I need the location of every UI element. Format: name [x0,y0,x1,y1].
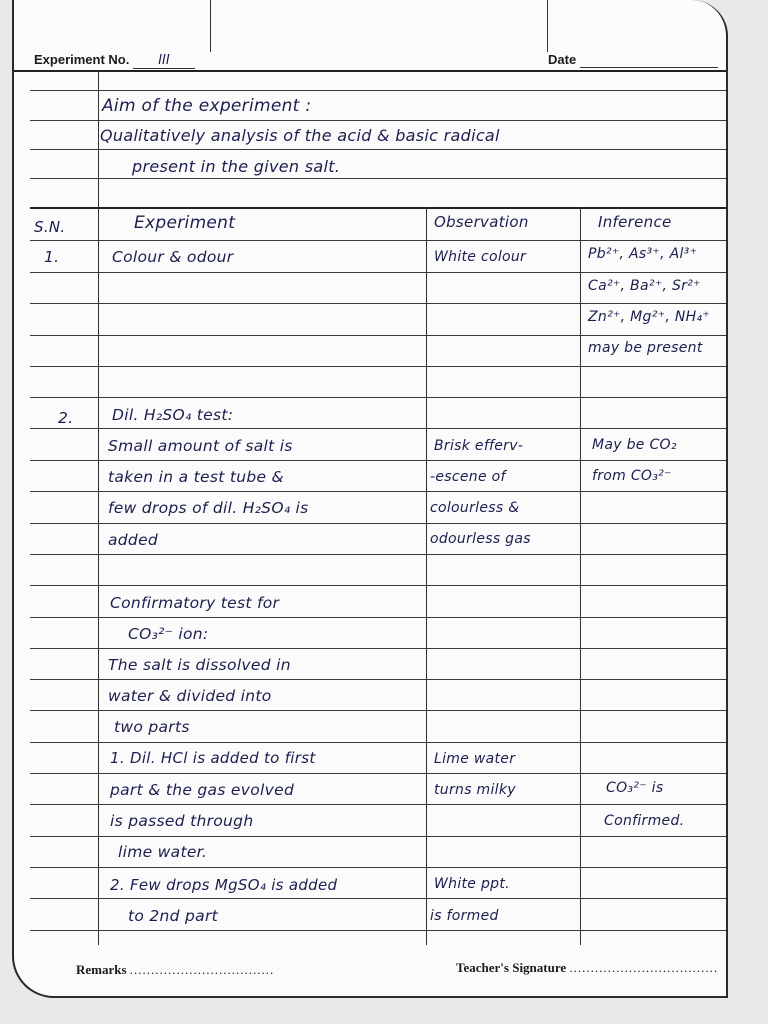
ruled-line [30,617,726,618]
aim-title: Aim of the experiment : [102,96,312,116]
ruled-line [30,397,726,398]
column-divider-observation [580,207,581,945]
row-2-experiment-4: added [108,531,159,549]
part-1-line-3: is passed through [110,812,254,830]
ruled-line [30,428,726,429]
row-2-observation-4: odourless gas [430,531,531,547]
part-2-observation-2: is formed [430,908,499,924]
row-2-experiment-2: taken in a test tube & [108,468,284,486]
signature-label: Teacher's Signature [456,960,567,975]
confirmatory-line-4: water & divided into [108,687,272,705]
ruled-line [30,240,726,241]
part-1-line-1: 1. Dil. HCl is added to first [110,749,316,767]
notebook-page [12,0,728,998]
confirmatory-line-5: two parts [114,718,190,736]
ruled-line [30,149,726,150]
date-label: Date [548,52,577,67]
row-1-experiment: Colour & odour [112,248,234,266]
signature-field [456,960,718,976]
remarks-label: Remarks [76,962,127,977]
row-2-observation-1: Brisk efferv- [434,438,524,454]
part-1-observation-2: turns milky [434,782,516,798]
header-observation: Observation [434,213,529,231]
ruled-line [30,272,726,273]
ruled-line [30,90,726,91]
ruled-line [30,898,726,899]
part-1-line-2: part & the gas evolved [110,781,295,799]
ruled-line [30,303,726,304]
confirmatory-line-2: CO₃²⁻ ion: [128,625,209,643]
ruled-line [30,335,726,336]
ruled-line [30,120,726,121]
date-field [548,52,718,68]
ruled-line [30,460,726,461]
remarks-field [76,962,274,978]
row-2-observation-3: colourless & [430,500,520,516]
part-2-observation-1: White ppt. [434,876,510,892]
experiment-label: Experiment No. [34,52,130,67]
aim-line-1: Qualitatively analysis of the acid & basic radical [100,126,500,145]
aim-line-2: present in the given salt. [132,157,341,176]
row-2-sn: 2. [58,409,74,427]
ruled-line [30,491,726,492]
row-2-experiment-1: Small amount of salt is [108,437,293,455]
ruled-line [30,742,726,743]
row-1-observation: White colour [434,249,527,265]
ruled-line [30,804,726,805]
ruled-line [30,867,726,868]
column-divider-experiment [426,207,427,945]
part-1-inference-1: CO₃²⁻ is [606,780,664,796]
ruled-line [30,930,726,931]
row-2-inference-2: from CO₃²⁻ [592,468,672,484]
column-divider-sn [98,207,99,945]
row-1-inference-3: Zn²⁺, Mg²⁺, NH₄⁺ [588,309,711,325]
ruled-line [30,836,726,837]
part-2-line-2: to 2nd part [128,907,219,925]
ruled-line [30,710,726,711]
confirmatory-line-3: The salt is dissolved in [108,656,291,674]
aim-margin-line [98,70,99,208]
row-2-title: Dil. H₂SO₄ test: [112,406,234,424]
row-2-observation-2: -escene of [430,469,506,485]
header-inference: Inference [598,213,672,231]
ruled-line [30,679,726,680]
header-sn: S.N. [34,218,66,236]
ruled-line [30,773,726,774]
row-2-inference-1: May be CO₂ [592,437,677,453]
remarks-dots: .................................. [129,962,275,977]
ruled-line [30,366,726,367]
header-experiment: Experiment [134,213,236,233]
part-1-line-4: lime water. [118,843,208,861]
experiment-number-field [34,52,195,69]
row-2-experiment-3: few drops of dil. H₂SO₄ is [108,499,309,517]
ruled-line [30,585,726,586]
part-2-line-1: 2. Few drops MgSO₄ is added [110,876,338,894]
row-1-sn: 1. [44,248,60,266]
ruled-line [30,523,726,524]
confirmatory-line-1: Confirmatory test for [110,594,280,612]
ruled-line [30,648,726,649]
ruled-line [30,178,726,179]
signature-dots: ................................... [569,960,719,975]
row-1-inference-4: may be present [588,340,703,356]
ruled-line [30,554,726,555]
part-1-inference-2: Confirmed. [604,813,685,829]
header-rule [14,70,726,72]
date-blank [580,52,718,68]
row-1-inference-1: Pb²⁺, As³⁺, Al³⁺ [588,246,698,262]
header-box [210,0,548,52]
table-top-rule [30,207,726,209]
row-1-inference-2: Ca²⁺, Ba²⁺, Sr²⁺ [588,278,701,294]
experiment-number: III [133,53,195,69]
part-1-observation-1: Lime water [434,751,516,767]
